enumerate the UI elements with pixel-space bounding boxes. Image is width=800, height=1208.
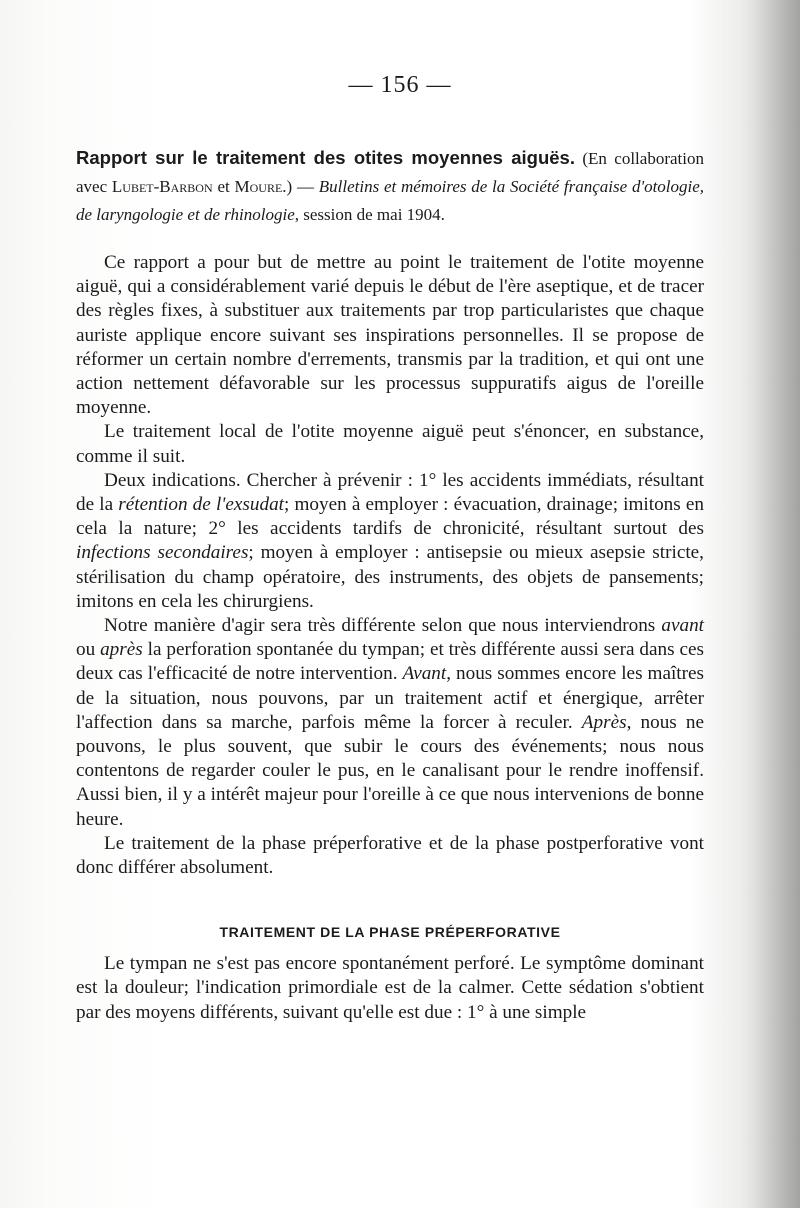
paragraph-4-part-a: Notre manière d'agir sera très différente selon que nous interviendrons <box>104 615 662 637</box>
reference-and: et <box>217 177 230 196</box>
paragraph-3-emphasis-infections: infections secondaires <box>76 542 249 564</box>
paragraph-4 <box>76 614 704 832</box>
paragraph-4-part-g: , nous sommes encore les maîtres de la situation, nous pouvons, par un traitement actif et énergique, arrêter l'affection dans sa marche, parfois même la forcer à reculer. <box>76 663 704 733</box>
reference-session: , session de mai 1904. <box>294 205 445 224</box>
bibliographic-reference <box>76 144 704 229</box>
paragraph-4-emphasis-avant-2: Avant <box>402 663 447 685</box>
paragraph-2: Le traitement local de l'otite moyenne aiguë peut s'énoncer, en substance, comme il suit. <box>76 421 704 467</box>
paragraph-4-part-e: la perforation spontanée du tympan; et très différente aussi sera dans ces deux cas l'efficacité de notre intervention. <box>76 639 704 685</box>
paragraph-1: Ce rapport a pour but de mettre au point le traitement de l'otite moyenne aiguë, qui a considérablement varié depuis le début de l'ère aseptique, et de tracer des règles fixes, à substituer aux traitements par trop particularistes que chaque auriste applique encore suivant ses inspirations personnelles. Il se propose de réformer un certain nombre d'errements, transmis par la tradition, et qui ont une action nettement défavorable sur les processus suppuratifs aigus de l'oreille moyenne. <box>76 252 704 419</box>
paragraph-6: Le tympan ne s'est pas encore spontanément perforé. Le symptôme dominant est la douleur; l'indication primordiale est de la calmer. Cette sédation s'obtient par des moyens différents, suivant qu'elle est due : 1° à une simple <box>76 953 704 1023</box>
reference-author-1: Lubet-Barbon <box>111 177 213 196</box>
page-edge-shadow <box>740 0 800 1208</box>
page-number: — 156 — <box>348 72 452 98</box>
reference-collab-suffix: ) — <box>286 177 314 196</box>
reference-collab-prefix: (En collaboration avec <box>76 149 704 196</box>
paragraph-3-emphasis-retention: rétention de l'exsudat <box>118 494 284 516</box>
paragraph-5: Le traitement de la phase préperforative et de la phase postperforative vont donc différer absolument. <box>76 832 704 879</box>
paragraph-3-part-a: Deux indications. Chercher à prévenir : 1° les accidents immédiats, résultant de la <box>76 469 704 516</box>
paragraph-4-emphasis-apres: après <box>100 639 143 661</box>
reference-author-2: Moure. <box>234 177 287 196</box>
paragraph-4-part-i: , nous ne pouvons, le plus souvent, que subir le cours des événements; nous nous contentons de regarder couler le pus, en le canalisant pour le rendre inoffensif. Aussi bien, il y a intérêt majeur pour l'oreille à ce que nous intervenions de bonne heure. <box>76 711 705 830</box>
reference-title: Rapport sur le traitement des otites moyennes aiguës. <box>76 147 575 168</box>
reference-journal: Bulletins et mémoires de la Société française d'otologie, de laryngologie et de rhinologie <box>76 177 705 224</box>
paragraph-4-emphasis-apres-2: Après <box>581 711 627 733</box>
paragraph-3 <box>76 469 704 614</box>
text-column <box>76 144 704 1025</box>
paragraph-4-emphasis-avant: avant <box>661 615 704 637</box>
paragraph-4-part-c: ou <box>76 639 101 661</box>
paragraph-3-part-c: ; moyen à employer : évacuation, drainage; imitons en cela la nature; 2° les accidents tardifs de chronicité, résultant surtout des <box>76 494 704 540</box>
paragraph-3-part-e: ; moyen à employer : antisepsie ou mieux asepsie stricte, stérilisation du champ opératoire, des instruments, des objets de pansements; imitons en cela les chirurgiens. <box>76 542 704 612</box>
section-heading: TRAITEMENT DE LA PHASE PRÉPERFORATIVE <box>219 924 561 941</box>
